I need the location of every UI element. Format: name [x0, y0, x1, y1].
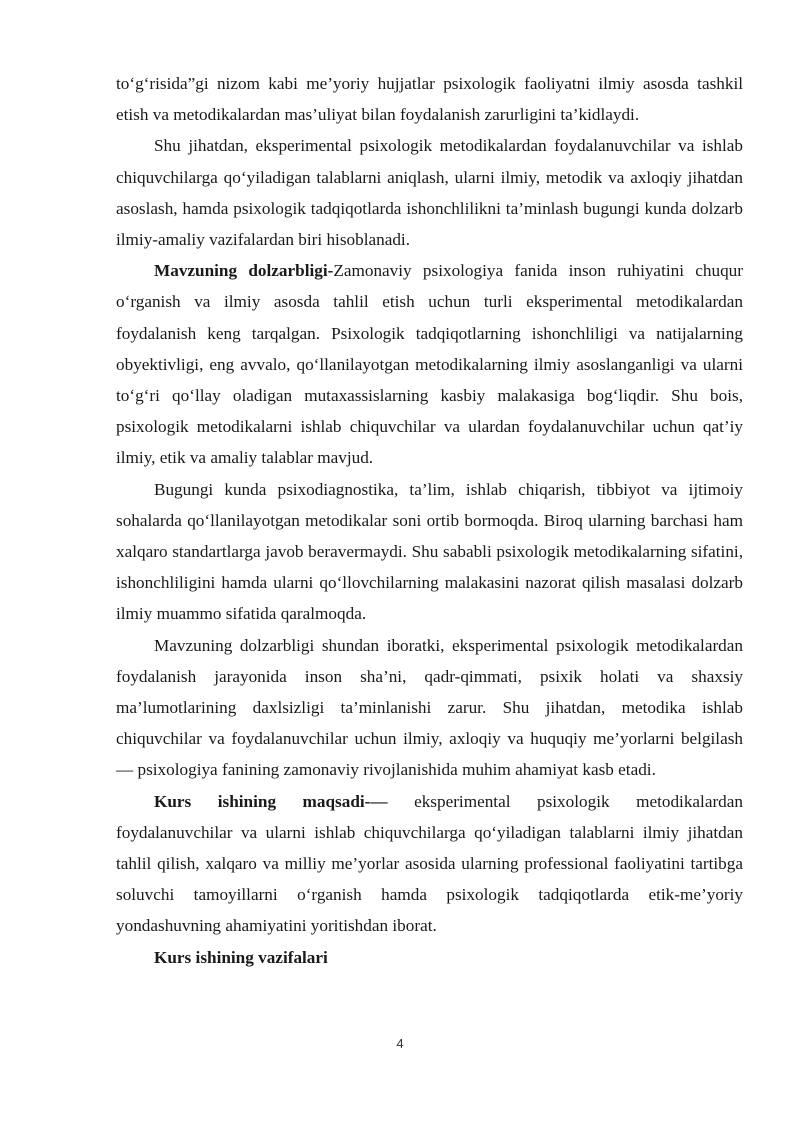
paragraph-text: Bugungi kunda psixodiagnostika, ta’lim, ishlab chiqarish, tibbiyot va ijtimoiy sohalarda qo‘llanilayotgan metodikalar soni ortib bormoqda. Biroq ularning barchasi ham xalqaro standartlarga javob beravermaydi. Shu sababli psixologik metodikalarning sifatini, ishonchliligini hamda ularni qo‘llovchilarning malakasini nazorat qilish masalasi dolzarb ilmiy muammo sifatida qaralmoqda.	[116, 479, 743, 624]
paragraph-text: Mavzuning dolzarbligi shundan iboratki, eksperimental psixologik metodikalardan foydalanish jarayonida inson sha’ni, qadr-qimmati, psixik holati va shaxsiy ma’lumotlarining daxlsizligi ta’minlanishi zarur. Shu jihatdan, metodika ishlab chiquvchilar va foydalanuvchilar uchun ilmiy, axloqiy va huquqiy me’yorlarni belgilash — psixologiya fanining zamonaviy rivojlanishida muhim ahamiyat kasb etadi.	[116, 635, 743, 780]
paragraph-relevance-detail	[116, 630, 743, 786]
paragraph-text: Shu jihatdan, eksperimental psixologik metodikalardan foydalanuvchilar va ishlab chiquvchilarga qo‘yiladigan talablarni aniqlash, ularni ilmiy, metodik va axloqiy jihatdan asoslash, hamda psixologik tadqiqotlarda ishonchlilikni ta’minlash bugungi kunda dolzarb ilmiy-amaliy vazifalardan biri hisoblanadi.	[116, 136, 743, 250]
paragraph-continuation	[116, 68, 743, 130]
paragraph-methodologies	[116, 474, 743, 630]
paragraph-text: eksperimental psixologik metodikalardan foydalanuvchilar va ularni ishlab chiquvchilarga qo‘yiladigan talablarni ilmiy jihatdan tahlil qilish, xalqaro va milliy me’yorlar asosida ularning professional faoliyatini tartibga soluvchi tamoyillarni o‘rganish hamda psixologik tadqiqotlarda etik-me’yoriy yondashuvning ahamiyatini yoritishdan iborat.	[116, 791, 743, 936]
page-number: 4	[396, 1036, 404, 1051]
section-heading-tasks: Kurs ishining vazifalari	[154, 947, 328, 967]
paragraph-relevance	[116, 255, 743, 473]
page-body	[116, 68, 743, 973]
paragraph-lead: Mavzuning dolzarbligi-	[154, 261, 334, 281]
paragraph-requirements	[116, 130, 743, 255]
paragraph-goal	[116, 786, 743, 942]
paragraph-text: to‘g‘risida”gi nizom kabi me’yoriy hujjatlar psixologik faoliyatni ilmiy asosda tashkil etish va metodikalardan mas’uliyat bilan foydalanish zarurligini ta’kidlaydi.	[116, 74, 743, 125]
paragraph-text: Zamonaviy psixologiya fanida inson ruhiyatini chuqur o‘rganish va ilmiy asosda tahlil etish uchun turli eksperimental metodikalardan foydalanish keng tarqalgan. Psixologik tadqiqotlarning ishonchliligi va natijalarning obyektivligi, eng avvalo, qo‘llanilayotgan metodikalarning ilmiy asoslanganligi va ularni to‘g‘ri qo‘llay oladigan mutaxassislarning kasbiy malakasiga bog‘liqdir. Shu bois, psixologik metodikalarni ishlab chiquvchilar va ulardan foydalanuvchilar uchun qat’iy ilmiy, etik va amaliy talablar mavjud.	[116, 261, 743, 468]
paragraph-lead: Kurs ishining maqsadi-—	[154, 791, 388, 811]
